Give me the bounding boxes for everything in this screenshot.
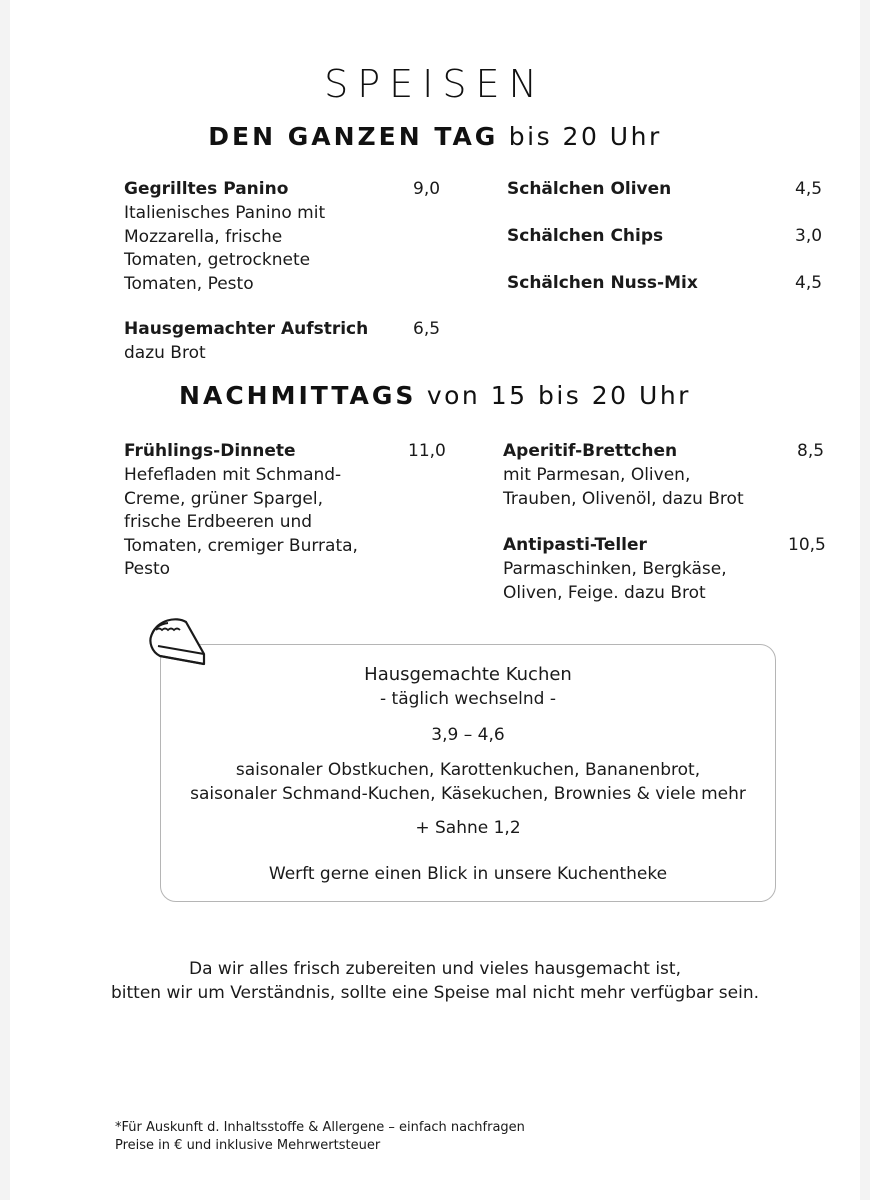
menu-page	[10, 0, 860, 1200]
cake-subtitle: - täglich wechselnd -	[379, 689, 556, 709]
cake-slice-icon	[138, 614, 210, 670]
item-price: 11,0	[408, 441, 446, 461]
item-description: Italienisches Panino mit Mozzarella, frische Tomaten, getrocknete Tomaten, Pesto	[124, 203, 326, 294]
item-name: Schälchen Nuss-Mix	[507, 273, 698, 293]
item-price: 8,5	[797, 441, 825, 461]
cake-list-line: saisonaler Obstkuchen, Karottenkuchen, Bananenbrot,	[235, 760, 701, 780]
item-name: Schälchen Chips	[507, 226, 664, 246]
cake-extra: + Sahne 1,2	[415, 818, 521, 838]
item-name: Schälchen Oliven	[507, 179, 672, 199]
item-description: dazu Brot	[124, 343, 206, 363]
cake-footer: Werft gerne einen Blick in unsere Kuchentheke	[268, 864, 668, 884]
item-name: Aperitif-Brettchen	[503, 441, 678, 461]
cake-price: 3,9 – 4,6	[431, 725, 505, 745]
item-description: Parmaschinken, Bergkäse, Oliven, Feige. dazu Brot	[503, 559, 727, 603]
item-name: Antipasti-Teller	[503, 535, 647, 555]
item-description: Hefefladen mit Schmand- Creme, grüner Spargel, frische Erdbeeren und Tomaten, cremiger Burrata, Pesto	[124, 465, 358, 579]
item-price: 10,5	[788, 535, 826, 555]
item-price: 6,5	[413, 319, 441, 339]
price-footnote: Preise in € und inklusive Mehrwertsteuer	[115, 1138, 381, 1153]
section-heading-all-day	[10, 122, 860, 151]
page-title: SPEISEN	[324, 62, 546, 106]
item-description: mit Parmesan, Oliven, Trauben, Olivenöl, dazu Brot	[503, 465, 744, 509]
section-heading-bold: DEN GANZEN TAG	[208, 122, 499, 151]
section-heading-rest: von 15 bis 20 Uhr	[416, 381, 691, 410]
availability-note-line: bitten wir um Verständnis, sollte eine Speise mal nicht mehr verfügbar sein.	[110, 983, 760, 1003]
section-heading-bold: NACHMITTAGS	[179, 381, 417, 410]
item-price: 4,5	[795, 179, 823, 199]
item-price: 9,0	[413, 179, 441, 199]
allergen-footnote: *Für Auskunft d. Inhaltsstoffe & Allergene – einfach nachfragen	[115, 1120, 525, 1135]
item-name: Frühlings-Dinnete	[124, 441, 296, 461]
cake-list-line: saisonaler Schmand-Kuchen, Käsekuchen, Brownies & viele mehr	[190, 784, 746, 804]
item-price: 4,5	[795, 273, 823, 293]
item-name: Gegrilltes Panino	[124, 179, 289, 199]
section-heading-rest: bis 20 Uhr	[498, 122, 662, 151]
item-name: Hausgemachter Aufstrich	[124, 319, 369, 339]
section-heading-afternoon	[10, 381, 860, 410]
cake-title: Hausgemachte Kuchen	[364, 664, 572, 685]
item-price: 3,0	[795, 226, 823, 246]
availability-note-line: Da wir alles frisch zubereiten und vieles hausgemacht ist,	[189, 959, 681, 979]
